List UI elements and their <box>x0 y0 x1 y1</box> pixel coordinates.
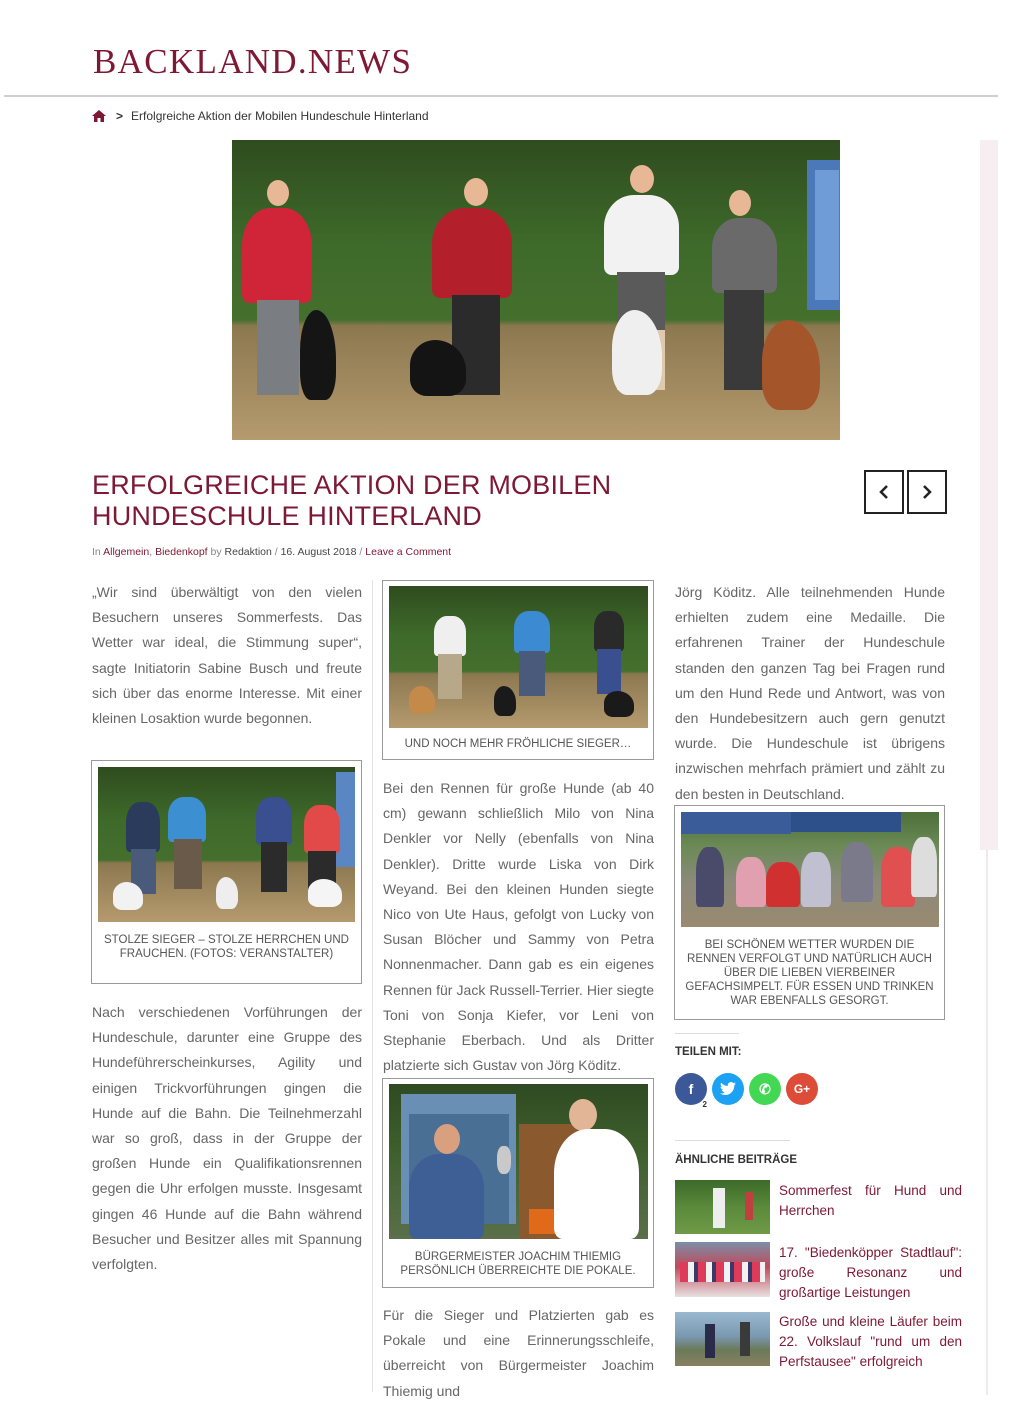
header-divider <box>4 95 998 97</box>
related-thumbnail[interactable] <box>675 1312 770 1366</box>
related-thumbnail[interactable] <box>675 1180 770 1234</box>
figure-crowd <box>674 805 945 1020</box>
article-date: 16. August 2018 <box>280 546 357 558</box>
meta-by: by <box>210 546 222 558</box>
share-facebook-button[interactable] <box>675 1073 707 1109</box>
leave-comment-link[interactable]: Leave a Comment <box>365 546 452 558</box>
sidebar-accent-strip <box>980 140 998 850</box>
meta-separator: / <box>359 546 363 558</box>
figure-caption: BÜRGERMEISTER JOACHIM THIEMIG PERSÖNLICH ÜBERREICHTE DIE POKALE. <box>400 1251 636 1277</box>
category-link-allgemein[interactable]: Allgemein <box>103 546 150 558</box>
twitter-icon <box>720 1082 736 1096</box>
share-twitter-button[interactable] <box>712 1073 744 1105</box>
meta-prefix: In <box>92 546 101 558</box>
related-heading: ÄHNLICHE BEITRÄGE <box>675 1154 798 1166</box>
hero-image <box>232 140 840 440</box>
figure-caption: BEI SCHÖNEM WETTER WURDEN DIE RENNEN VERFOLGT UND NATÜRLICH AUCH ÜBER DIE LIEBEN VIERBEINER GEFACHSIMPELT. FÜR ESSEN UND TRINKEN WAR EBENFALLS GESORGT. <box>685 939 934 1007</box>
google-plus-icon: G+ <box>793 1082 811 1096</box>
share-count-badge: 2 <box>702 1100 707 1109</box>
breadcrumb <box>92 107 429 125</box>
figure-winners <box>91 760 362 984</box>
breadcrumb-current: Erfolgreiche Aktion der Mobilen Hundeschule Hinterland <box>131 109 429 123</box>
figure-image <box>681 812 939 927</box>
article-paragraph: Für die Sieger und Platzierten gab es Pokale und eine Erinnerungsschleife, überreicht von Bürgermeister Joachim Thiemig und <box>383 1307 654 1399</box>
breadcrumb-separator: > <box>116 109 124 123</box>
article-title: ERFOLGREICHE AKTION DER MOBILEN HUNDESCHULE HINTERLAND <box>92 470 612 531</box>
share-google-plus-button[interactable] <box>786 1073 818 1105</box>
figure-caption: UND NOCH MEHR FRÖHLICHE SIEGER… <box>404 738 632 750</box>
author-link[interactable]: Redaktion <box>224 546 272 558</box>
previous-article-button[interactable] <box>864 470 904 514</box>
figure-mayor-trophy <box>382 1078 654 1288</box>
figure-more-winners <box>382 580 654 760</box>
article-paragraph: Nach verschiedenen Vorführungen der Hundeschule, darunter eine Gruppe des Hundeführerscheinkurses, Agility und einigen Trickvorführungen gingen die Hunde auf die Bahn. Die Teilnehmerzahl war so groß, dass in der Gruppe der großen Hunde ein Qualifikationsrennen gegen die Uhr erfolgen musste. Insgesamt gingen 46 Hunde auf die Bahn während Besucher und Besitzer alles mit Spannung verfolgten. <box>92 1004 362 1273</box>
divider <box>675 1140 790 1141</box>
home-icon[interactable] <box>92 110 106 122</box>
chevron-right-icon <box>921 484 933 500</box>
meta-separator: / <box>274 546 278 558</box>
facebook-icon: f <box>688 1081 694 1097</box>
share-heading: TEILEN MIT: <box>675 1046 742 1058</box>
article-paragraph: Jörg Köditz. Alle teilnehmenden Hunde erhielten zudem eine Medaille. Die erfahrenen Trainer der Hundeschule standen den ganzen Tag bei Fragen rund um den Hund Rede und Antwort, was von den Hundebesitzern auch gern genutzt wurde. Die Hundeschule ist übrigens inzwischen mehrfach prämiert und zählt zu den besten in Deutschland. <box>675 584 945 802</box>
column-divider <box>372 580 373 1392</box>
related-post-link[interactable]: 17. "Biedenköpper Stadtlauf": große Resonanz und großartige Leistungen <box>779 1245 962 1300</box>
next-article-button[interactable] <box>907 470 947 514</box>
figure-image <box>389 1084 648 1239</box>
related-thumbnail[interactable] <box>675 1242 770 1297</box>
chevron-left-icon <box>878 484 890 500</box>
article-meta: In Allgemein, Biedenkopf by Redaktion / 16. August 2018 / Leave a Comment <box>92 546 452 558</box>
site-logo[interactable]: BACKLAND.NEWS <box>93 42 413 81</box>
share-whatsapp-button[interactable] <box>749 1073 781 1105</box>
related-post-link[interactable]: Sommerfest für Hund und Herrchen <box>779 1183 962 1218</box>
divider <box>675 1033 739 1034</box>
whatsapp-icon: ✆ <box>759 1080 771 1097</box>
category-link-biedenkopf[interactable]: Biedenkopf <box>155 546 208 558</box>
figure-image <box>389 586 648 728</box>
related-post-link[interactable]: Große und kleine Läufer beim 22. Volkslauf "rund um den Perfstausee" erfolgreich <box>779 1314 962 1369</box>
article-paragraph: Bei den Rennen für große Hunde (ab 40 cm) gewann schließlich Milo von Nina Denkler vor Nelly (ebenfalls von Nina Denkler). Dritte wurde Liska von Dirk Weyand. Bei den kleinen Hunden siegte Nico von Ute Haus, gefolgt von Lucky von Susan Blöcher und Sammy von Petra Nonnenmacher. Dann gab es ein eigenes Rennen für Jack Russell-Terrier. Hier siegte Toni von Sonja Kiefer, vor Leni von Stephanie Eberbach. Und als Dritter platzierte sich Gustav von Jörg Köditz. <box>383 780 654 1074</box>
article-paragraph: „Wir sind überwältigt von den vielen Besuchern unseres Sommerfests. Das Wetter war ideal, die Stimmung super“, sagte Initiatorin Sabine Busch und freute sich über das enorme Interesse. Mit einer kleinen Losaktion wurde begonnen. <box>92 584 362 727</box>
figure-image <box>98 767 355 922</box>
sidebar-accent-strip <box>986 850 988 1395</box>
figure-caption: STOLZE SIEGER – STOLZE HERRCHEN UND FRAUCHEN. (FOTOS: VERANSTALTER) <box>104 934 349 960</box>
